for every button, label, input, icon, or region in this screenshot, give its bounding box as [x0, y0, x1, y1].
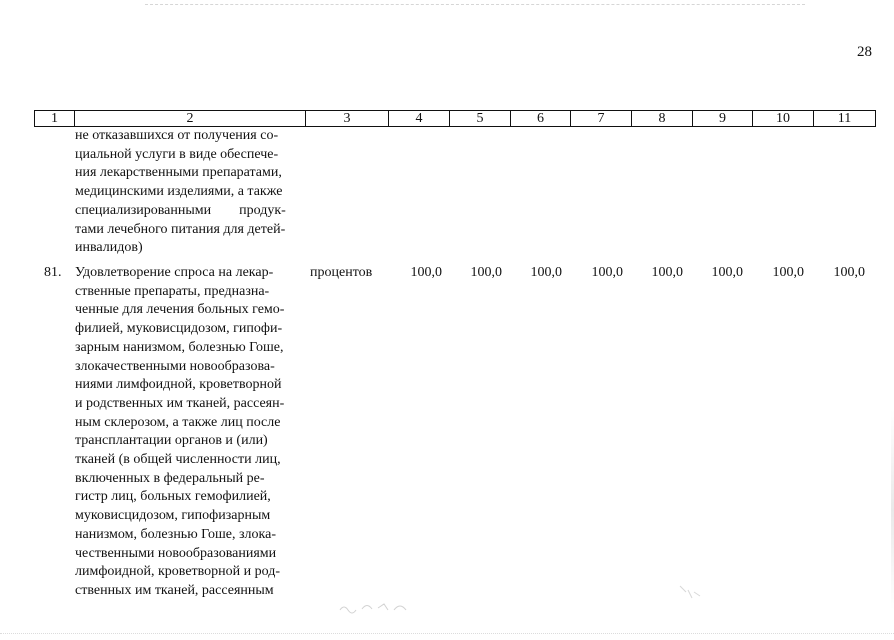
value-column-8: 100,0: [651, 265, 683, 280]
column-number-5: 5: [450, 111, 511, 126]
page-number: 28: [857, 44, 872, 60]
column-number-4: 4: [389, 111, 450, 126]
text-line: ния лекарственными препаратами,: [75, 165, 282, 181]
text-line: нанизмом, болезнью Гоше, злока-: [75, 526, 276, 542]
text-line: и родственных им тканей, рассеян-: [75, 395, 285, 411]
text-line: ственных им тканей, рассеянным: [75, 582, 274, 598]
value-column-6: 100,0: [530, 265, 562, 280]
column-number-8: 8: [632, 111, 693, 126]
column-number-2: 2: [75, 111, 306, 126]
faint-stamp-marks: [338, 600, 418, 614]
text-line: трансплантации органов и (или): [75, 433, 268, 449]
column-number-9: 9: [693, 111, 753, 126]
row-description: [75, 264, 299, 601]
value-column-9: 100,0: [711, 265, 743, 280]
text-line: гистр лиц, больных гемофилией,: [75, 489, 271, 505]
text-line: ченные для лечения больных гемо-: [75, 302, 285, 318]
text-line: инвалидов): [75, 240, 143, 256]
text-line: ным склерозом, а также лиц после: [75, 414, 281, 430]
text-line: лимфоидной, кроветворной и род-: [75, 564, 281, 580]
scan-bottom-edge: [0, 633, 894, 634]
text-line: чественными новообразованиями: [75, 545, 277, 561]
text-line: тканей (в общей численности лиц,: [75, 452, 281, 468]
text-line: тами лечебного питания для детей-: [75, 221, 286, 237]
value-column-10: 100,0: [772, 265, 804, 280]
text-line: муковисцидозом, гипофизарным: [75, 508, 271, 524]
column-number-1: 1: [35, 111, 75, 126]
text-line: не отказавшихся от получения со-: [75, 128, 279, 143]
faint-scan-mark: [676, 582, 704, 602]
value-column-5: 100,0: [470, 265, 502, 280]
value-column-11: 100,0: [833, 265, 865, 280]
text-line: филией, муковисцидозом, гипофи-: [75, 321, 283, 337]
column-number-11: 11: [837, 111, 852, 126]
column-number-6: 6: [511, 111, 571, 126]
unit-of-measure: процентов: [310, 265, 373, 280]
value-column-4: 100,0: [410, 265, 442, 280]
text-line: Удовлетворение спроса на лекар-: [75, 265, 274, 280]
scan-top-edge: [145, 4, 805, 5]
value-column-7: 100,0: [591, 265, 623, 280]
row-number: 81.: [44, 265, 62, 280]
text-line: злокачественными новообразова-: [75, 358, 275, 374]
text-line: зарным нанизмом, болезнью Гоше,: [75, 339, 284, 355]
text-line: циальной услуги в виде обеспече-: [75, 146, 279, 162]
column-number-10: 10: [753, 111, 814, 126]
text-line: ственные препараты, предназна-: [75, 283, 270, 299]
column-number-7: 7: [571, 111, 632, 126]
text-line: включенных в федеральный ре-: [75, 470, 265, 486]
table-header-row: [34, 110, 876, 127]
previous-row-continuation: [75, 127, 299, 258]
column-number-3: 3: [306, 111, 389, 126]
text-line: медицинскими изделиями, а также: [75, 184, 283, 200]
text-line: специализированными продук-: [75, 202, 286, 218]
text-line: ниями лимфоидной, кроветворной: [75, 377, 282, 393]
